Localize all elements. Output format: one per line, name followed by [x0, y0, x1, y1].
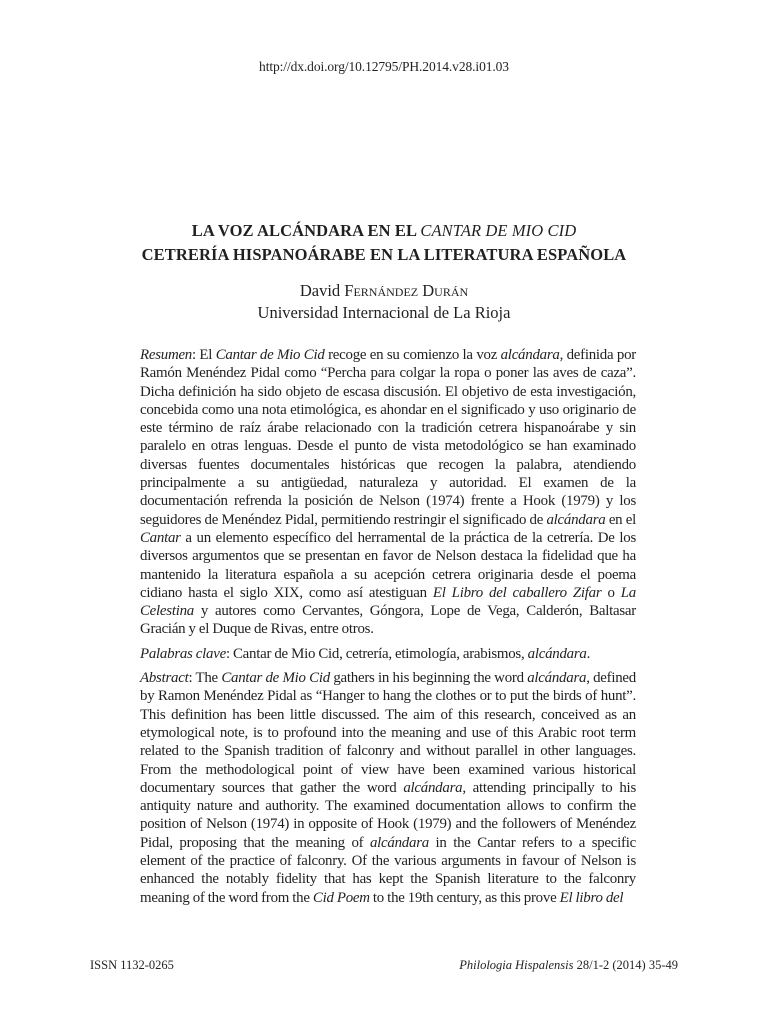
text-italic: Cid Poem	[312, 889, 370, 906]
text-italic: La Celestina	[140, 584, 636, 620]
doi-link[interactable]: http://dx.doi.org/10.12795/PH.2014.v28.i01.03	[259, 59, 509, 74]
text-italic: alcándara	[527, 670, 587, 687]
text: a un elemento específico del herramental de la práctica de la cetrería. De los diversos argumentos que se presentan en favor de Nelson destaca la fidelidad que ha mantenido la literatura española a su acepción cetrera originaria desde el poema cidiano hasta el siglo XIX, como así atestiguan	[140, 529, 636, 601]
author-block	[0, 280, 768, 324]
text-italic: alcándara	[546, 511, 606, 528]
text-italic: alcándara	[369, 834, 429, 851]
resumen-label: Resumen	[140, 347, 193, 363]
text-italic: El libro del	[559, 889, 624, 906]
citation-numbers: 28/1-2 (2014) 35-49	[573, 958, 678, 972]
title-main: LA VOZ ALCÁNDARA EN EL	[191, 221, 421, 240]
keywords-paragraph	[140, 645, 636, 663]
text-italic: alcándara	[527, 645, 587, 662]
text-italic: alcándara	[403, 779, 463, 796]
text: y autores como Cervantes, Góngora, Lope de Vega, Calderón, Baltasar Gracián y el Duque de Rivas, entre otros.	[140, 603, 636, 638]
text-italic: Cantar de Mio Cid	[215, 347, 325, 363]
text: o	[601, 584, 621, 601]
text: : The	[188, 670, 222, 687]
keywords-label: Palabras clave	[140, 645, 226, 662]
resumen-paragraph	[140, 346, 636, 639]
author-name	[0, 280, 768, 302]
text: to the 19th century, as this prove	[369, 889, 560, 906]
issn: ISSN 1132-0265	[90, 958, 174, 972]
title-line-1	[0, 219, 768, 243]
title-italic: CANTAR DE MIO CID	[420, 221, 577, 240]
author-first-name: David	[299, 281, 345, 300]
text: , attending principally to his antiquity nature and authority. The examined documentation allows to confirm the position of Nelson (1974) in opposite of Hook (1979) and the followers of Menéndez Pidal, proposing that the meaning of	[140, 779, 636, 851]
abstract-paragraph	[140, 669, 636, 907]
text-italic: Cantar	[140, 529, 181, 546]
article-title	[0, 219, 768, 267]
text: .	[586, 645, 591, 662]
text: , definida por Ramón Menéndez Pidal como “Percha para colgar la ropa o poner las aves de caza”. Dicha definición ha sido objeto de escasa discusión. El objetivo de esta investigación, concebida como una nota etimológica, es ahondar en el significado y uso originario de este término de raíz árabe relacionado con la tradición cetrera hispanoárabe y sin paralelo en otras lenguas. Desde el punto de vista metodológico se han examinado diversas fuentes documentales históricas que recogen la palabra, atendiendo principalmente a su antigüedad, naturaleza y autoridad. El examen de la documentación refrenda la posición de Nelson (1974) frente a Hook (1979) y los seguidores de Menéndez Pidal, permitiendo restringir el significado de	[140, 347, 636, 528]
text-italic: alcándara	[500, 347, 560, 363]
text: , defined by Ramon Menéndez Pidal as “Hanger to hang the clothes or to put the birds of hunt”. This definition has been little discussed. The aim of this research, conceived as an etymological note, is to profound into the meaning and use of this Arabic root term related to the Spanish tradition of falconry and without parallel in other languages. From the methodological point of view have been examined various historical documentary sources that gather the word	[140, 670, 636, 796]
journal-name: Philologia Hispalensis	[459, 958, 574, 972]
author-affiliation: Universidad Internacional de La Rioja	[257, 303, 511, 322]
text: : Cantar de Mio Cid, cetrería, etimología, arabismos,	[225, 645, 528, 662]
text-italic: El Libro del caballero Zifar	[432, 584, 602, 601]
text: gathers in his beginning the word	[329, 670, 528, 687]
abstract-body	[140, 346, 636, 913]
abstract-label: Abstract	[140, 670, 189, 687]
text: en el	[605, 511, 636, 528]
journal-citation	[459, 958, 678, 973]
text-italic: Cantar de Mio Cid	[221, 670, 330, 687]
author-last-name: Fernández Durán	[344, 281, 469, 300]
text: : El	[192, 347, 216, 363]
text: recoge en su comienzo la voz	[324, 347, 501, 363]
title-line-2: CETRERÍA HISPANOÁRABE EN LA LITERATURA ESPAÑOLA	[141, 245, 627, 264]
text: in the Cantar refers to a specific element of the practice of falconry. Of the various arguments in favour of Nelson is enhanced the notably fidelity that has kept the Spanish literature to the falconry meaning of the word from the	[140, 834, 636, 906]
